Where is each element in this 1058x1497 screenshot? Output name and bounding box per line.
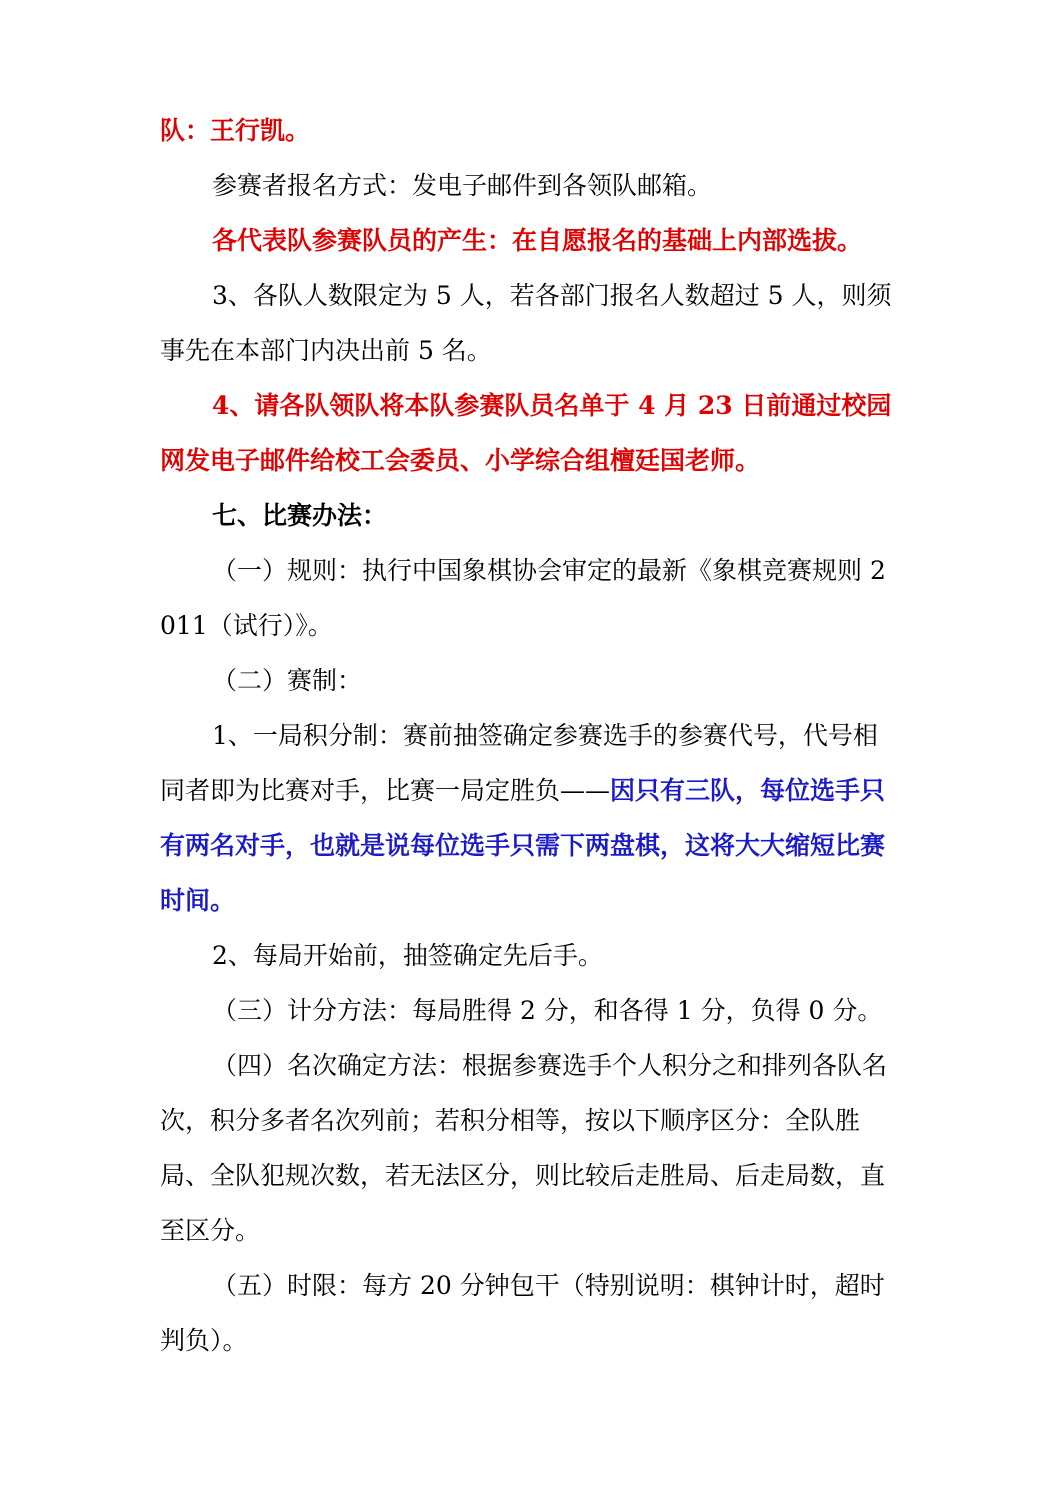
scoring-system-paragraph <box>160 708 900 928</box>
team-size-rule: 3、各队人数限定为 5 人，若各部门报名人数超过 5 人，则须事先在本部门内决出前 5 名。 <box>160 281 892 365</box>
scoring-system-highlight: 因只有三队，每位选手只有两名对手，也就是说每位选手只需下两盘棋，这将大大缩短比赛时间。 <box>160 776 886 915</box>
points-method-paragraph: （三）计分方法：每局胜得 2 分，和各得 1 分，负得 0 分。 <box>212 996 883 1025</box>
team-leader-line: 队：王行凯。 <box>160 116 311 145</box>
ranking-method-paragraph: （四）名次确定方法：根据参赛选手个人积分之和排列各队名次，积分多者名次列前；若积分相等，按以下顺序区分：全队胜局、全队犯规次数，若无法区分，则比较后走胜局、后走局数，直至区分。 <box>160 1051 888 1245</box>
format-heading: （二）赛制： <box>212 666 363 695</box>
roster-submission-note: 4、请各队领队将本队参赛队员名单于 4 月 23 日前通过校园网发电子邮件给校工会委员、小学综合组檀廷国老师。 <box>160 391 892 475</box>
scoring-system-text: 1、一局积分制：赛前抽签确定参赛选手的参赛代号，代号相同者即为比赛对手，比赛一局定胜负—— <box>160 721 878 805</box>
time-limit-paragraph: （五）时限：每方 20 分钟包干（特别说明：棋钟计时，超时判负）。 <box>160 1271 885 1355</box>
document-page <box>160 103 900 1368</box>
registration-method: 参赛者报名方式：发电子邮件到各领队邮箱。 <box>212 171 713 200</box>
team-selection-note: 各代表队参赛队员的产生：在自愿报名的基础上内部选拔。 <box>212 226 863 255</box>
rules-paragraph: （一）规则：执行中国象棋协会审定的最新《象棋竞赛规则 2011（试行）》。 <box>160 556 886 640</box>
section-heading-competition-method: 七、比赛办法： <box>212 501 388 530</box>
draw-order-paragraph: 2、每局开始前，抽签确定先后手。 <box>212 941 603 970</box>
